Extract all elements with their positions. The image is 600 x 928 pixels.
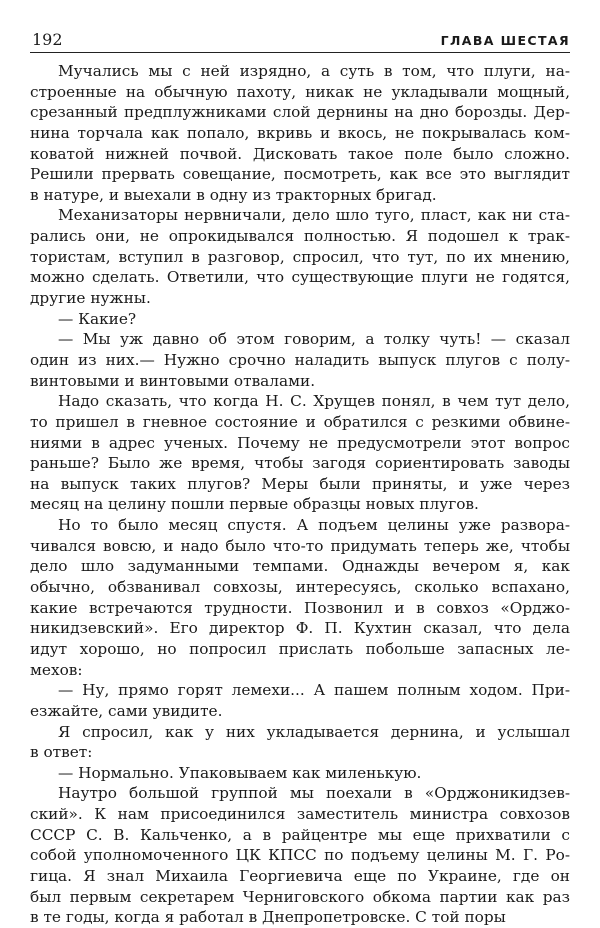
text-line: можно сделать. Ответили, что существующие плуги не годятся, bbox=[30, 268, 570, 287]
text-line: дело шло задуманными темпами. Однажды вечером я, как bbox=[30, 557, 570, 576]
text-line: один из них.— Нужно срочно наладить выпуск плугов с полу- bbox=[30, 350, 570, 369]
body-text bbox=[30, 61, 570, 928]
text-line: Механизаторы нервничали, дело шло туго, пласт, как ни ста- bbox=[58, 206, 570, 225]
text-line: езжайте, сами увидите. bbox=[30, 701, 223, 720]
text-line: в натуре, и выехали в одну из тракторных бригад. bbox=[30, 185, 437, 204]
text-line: идут хорошо, но попросил прислать побольше запасных ле- bbox=[30, 639, 570, 658]
text-line: — Ну, прямо горят лемехи... А пашем полным ходом. При- bbox=[58, 681, 570, 700]
text-line: рались они, не опрокидывался полностью. Я подошел к трак- bbox=[30, 227, 570, 246]
page-number: 192 bbox=[32, 30, 63, 49]
text-line: обычно, обзванивал совхозы, интересуясь, сколько вспахано, bbox=[30, 578, 570, 597]
text-line: ский». К нам присоединился заместитель министра совхозов bbox=[30, 805, 570, 824]
text-line: ниями в адрес ученых. Почему не предусмотрели этот вопрос bbox=[30, 433, 570, 452]
text-line: — Нормально. Упаковываем как миленькую. bbox=[58, 763, 422, 782]
text-line: в те годы, когда я работал в Днепропетровске. С той поры bbox=[30, 908, 506, 927]
text-line: Я спросил, как у них укладывается дернина, и услышал bbox=[58, 722, 570, 741]
text-line: Решили прервать совещание, посмотреть, как все это выглядит bbox=[30, 165, 570, 184]
text-line: на выпуск таких плугов? Меры были приняты, и уже через bbox=[30, 474, 570, 493]
text-line: был первым секретарем Черниговского обкома партии как раз bbox=[30, 887, 570, 906]
paragraph bbox=[30, 61, 570, 205]
text-line: никидзевский». Его директор Ф. П. Кухтин сказал, что дела bbox=[30, 619, 570, 638]
text-line: чивался вовсю, и надо было что-то придумать теперь же, чтобы bbox=[30, 536, 570, 555]
paragraph bbox=[30, 205, 570, 308]
text-line: нина торчала как попало, вкривь и вкось, не покрывалась ком- bbox=[30, 123, 570, 142]
text-line: Но то было месяц спустя. А подъем целины уже развора- bbox=[58, 516, 570, 535]
paragraph bbox=[30, 309, 570, 330]
text-line: Наутро большой группой мы поехали в «Орджоникидзев- bbox=[58, 784, 570, 803]
text-line: — Какие? bbox=[58, 309, 137, 328]
text-line: Мучались мы с ней изрядно, а суть в том, что плуги, на- bbox=[58, 62, 570, 80]
paragraph bbox=[30, 783, 570, 927]
paragraph bbox=[30, 722, 570, 763]
text-line: СССР С. В. Кальченко, а в райцентре мы еще прихватили с bbox=[30, 825, 570, 844]
paragraph bbox=[30, 763, 570, 784]
text-line: — Мы уж давно об этом говорим, а толку чуть! — сказал bbox=[58, 330, 570, 349]
text-line: строенные на обычную пахоту, никак не укладывали мощный, bbox=[30, 82, 570, 101]
text-line: какие встречаются трудности. Позвонил и в совхоз «Орджо- bbox=[30, 598, 570, 617]
text-line: Надо сказать, что когда Н. С. Хрущев понял, в чем тут дело, bbox=[58, 392, 570, 411]
text-line: винтовыми и винтовыми отвалами. bbox=[30, 371, 316, 390]
chapter-running-title: ГЛАВА ШЕСТАЯ bbox=[440, 33, 570, 48]
text-line: месяц на целину пошли первые образцы новых плугов. bbox=[30, 495, 479, 514]
text-line: раньше? Было же время, чтобы загодя сориентировать заводы bbox=[30, 454, 570, 473]
paragraph bbox=[30, 515, 570, 680]
text-line: гица. Я знал Михаила Георгиевича еще по Украине, где он bbox=[30, 866, 570, 885]
text-line: то пришел в гневное состояние и обратился с резкими обвине- bbox=[30, 412, 570, 431]
text-line: собой уполномоченного ЦК КПСС по подъему целины М. Г. Ро- bbox=[30, 846, 570, 865]
text-line: коватой нижней почвой. Дисковать такое поле было сложно. bbox=[30, 144, 570, 163]
paragraph bbox=[30, 680, 570, 721]
text-line: срезанный предплужниками слой дернины на дно борозды. Дер- bbox=[30, 103, 570, 122]
page-header bbox=[30, 30, 570, 53]
paragraph bbox=[30, 391, 570, 515]
text-line: в ответ: bbox=[30, 743, 93, 762]
paragraph bbox=[30, 329, 570, 391]
text-line: тористам, вступил в разговор, спросил, что тут, по их мнению, bbox=[30, 247, 570, 266]
text-line: другие нужны. bbox=[30, 289, 151, 308]
text-line: мехов: bbox=[30, 660, 83, 679]
